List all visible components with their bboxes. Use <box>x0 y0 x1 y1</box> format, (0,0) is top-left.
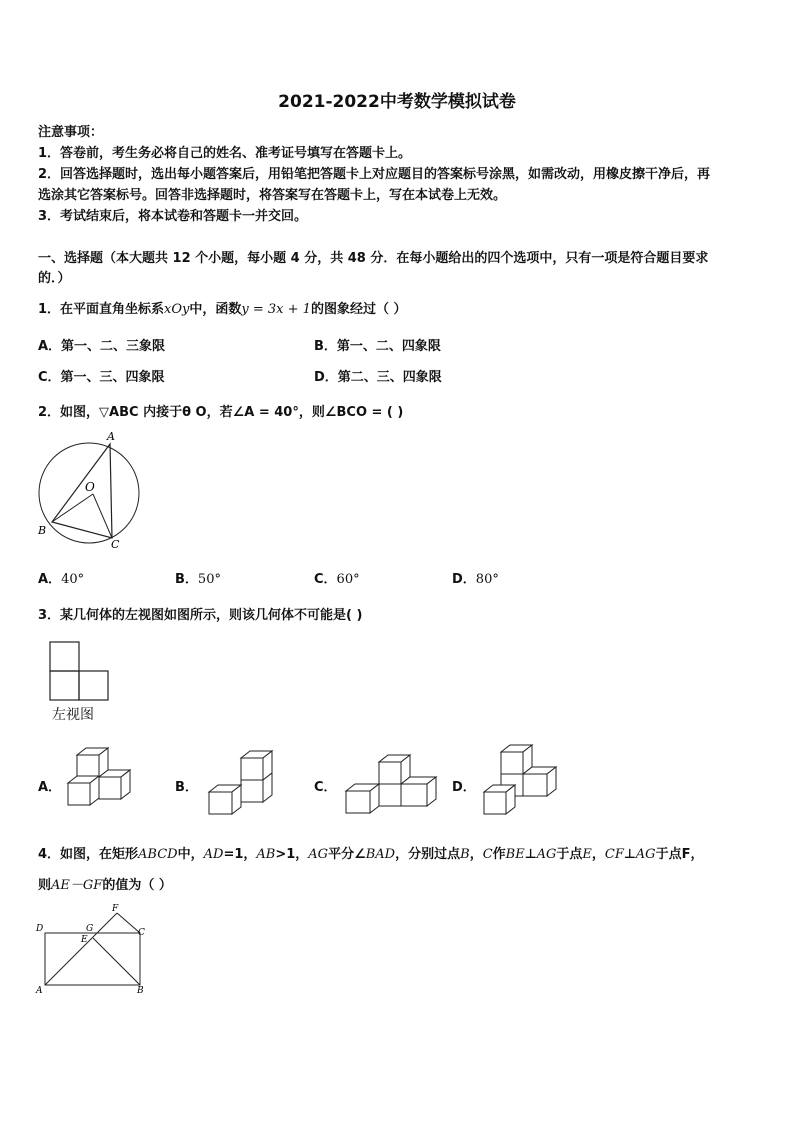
label-b: B <box>38 524 47 537</box>
q4-rectangle-figure <box>34 902 154 997</box>
q1-suffix: 的图象经过（ ） <box>310 302 407 317</box>
notice-heading: 注意事项： <box>38 125 104 140</box>
q4-text: 4．如图，在矩形 <box>38 847 139 862</box>
q3-option-d[interactable]: D． <box>452 780 476 795</box>
question-3-stem: 3．某几何体的左视图如图所示，则该几何体不可能是( ) <box>38 608 363 623</box>
section-heading: 一、选择题（本大题共 12 个小题，每小题 4 分，共 48 分．在每小题给出的四个选项中，只有一项是符合题目要求 <box>38 251 709 266</box>
q4-text: ， <box>591 847 605 862</box>
segment-af <box>45 913 117 985</box>
q1-option-d[interactable]: D．第二、三、四象限 <box>314 370 442 385</box>
q2-option-c-letter: C． <box>314 572 337 587</box>
q4-be: BE <box>505 847 525 862</box>
q4-e: E <box>582 847 592 862</box>
q2-option-b[interactable] <box>175 568 221 587</box>
q2-option-b-value: 50° <box>197 572 221 587</box>
q2-circle-figure <box>30 428 150 553</box>
triangle-abc <box>52 444 112 538</box>
q4-ab: AB <box>256 847 276 862</box>
q3-option-b-figure <box>206 748 278 820</box>
segment-ob <box>52 494 93 522</box>
q2-option-d-value: 80° <box>475 572 499 587</box>
q2-option-c-value: 60° <box>336 572 360 587</box>
q2-option-a-value: 40° <box>61 572 85 587</box>
q1-option-c[interactable]: C．第一、三、四象限 <box>38 370 165 385</box>
q4-ag: AG <box>308 847 329 862</box>
q4-text: 平分∠ <box>328 847 366 862</box>
question-4-stem-cont <box>38 874 172 893</box>
q4-text: ⊥ <box>623 847 636 862</box>
label-b: B <box>137 986 144 996</box>
segment-cf <box>117 913 140 933</box>
q4-text: 于点 <box>556 847 583 862</box>
label-e: E <box>81 935 88 945</box>
q4-cf: CF <box>604 847 624 862</box>
q4-b: B <box>460 847 470 862</box>
q4-ad: AD <box>203 847 224 862</box>
segment-be <box>93 938 140 985</box>
q4-ag: AG <box>536 847 557 862</box>
q2-option-d-letter: D． <box>452 572 476 587</box>
q3-option-d-figure <box>481 742 561 824</box>
notice-item-2: 2．回答选择题时，选出每小题答案后，用铅笔把答题卡上对应题目的答案标号涂黑，如需改动，用橡皮擦干净后，再 <box>38 167 711 182</box>
q4-text: 于点F， <box>655 847 704 862</box>
q4-text: 的值为（ ） <box>102 878 172 893</box>
q1-option-a[interactable]: A．第一、二、三象限 <box>38 339 166 354</box>
label-o: O <box>85 480 95 494</box>
segment-oc <box>93 494 112 538</box>
q3-option-c-figure <box>343 748 441 820</box>
q2-option-d[interactable] <box>452 568 499 587</box>
q4-bad: BAD <box>365 847 396 862</box>
q4-text: >1， <box>275 847 309 862</box>
q3-option-a[interactable]: A． <box>38 780 62 795</box>
label-c: C <box>111 538 120 551</box>
q2-option-a[interactable] <box>38 568 84 587</box>
q1-option-b[interactable]: B．第一、二、四象限 <box>314 339 441 354</box>
q4-text: ⊥ <box>524 847 537 862</box>
notice-item-3: 3．考试结束后，将本试卷和答题卡一并交回。 <box>38 209 308 224</box>
q4-text: ，分别过点 <box>395 847 461 862</box>
section-heading-cont: 的．） <box>38 271 71 286</box>
q4-rect-name: ABCD <box>138 847 178 862</box>
q3-left-view-caption: 左视图 <box>52 707 94 723</box>
q1-prefix: 1．在平面直角坐标系 <box>38 302 165 317</box>
q4-text: 中， <box>177 847 204 862</box>
q4-ag: AG <box>635 847 656 862</box>
notice-item-2-cont: 选涂其它答案标号。回答非选择题时，将答案写在答题卡上，写在本试卷上无效。 <box>38 188 507 203</box>
label-a: A <box>107 430 115 443</box>
q2-option-c[interactable] <box>314 568 360 587</box>
label-a: A <box>36 986 43 996</box>
question-4-stem <box>38 843 703 862</box>
q4-text: ， <box>469 847 483 862</box>
label-c: C <box>138 928 145 938</box>
q2-option-a-letter: A． <box>38 572 62 587</box>
q4-text: 则 <box>38 878 52 893</box>
q3-left-view-figure <box>48 640 110 702</box>
q4-c: C <box>482 847 493 862</box>
q4-expression: AE－GF <box>51 878 103 893</box>
q2-option-b-letter: B． <box>175 572 198 587</box>
label-f: F <box>112 904 119 914</box>
q1-mid: 中，函数 <box>189 302 242 317</box>
page-title: 2021-2022中考数学模拟试卷 <box>278 92 516 112</box>
q3-option-a-figure <box>66 746 138 818</box>
q1-coord-system: xOy <box>164 302 190 317</box>
q3-option-c[interactable]: C． <box>314 780 337 795</box>
question-2-stem: 2．如图，▽ABC 内接于θ O，若∠A = 40°，则∠BCO = ( ) <box>38 405 404 420</box>
question-1-stem <box>38 298 406 317</box>
q3-option-b[interactable]: B． <box>175 780 198 795</box>
q4-text: =1， <box>223 847 257 862</box>
rectangle-abcd <box>45 933 140 985</box>
q4-text: 作 <box>492 847 506 862</box>
label-d: D <box>36 924 44 934</box>
label-g: G <box>86 924 94 934</box>
notice-item-1: 1．答卷前，考生务必将自己的姓名、准考证号填写在答题卡上。 <box>38 146 412 161</box>
q1-function: y = 3x + 1 <box>241 302 311 317</box>
